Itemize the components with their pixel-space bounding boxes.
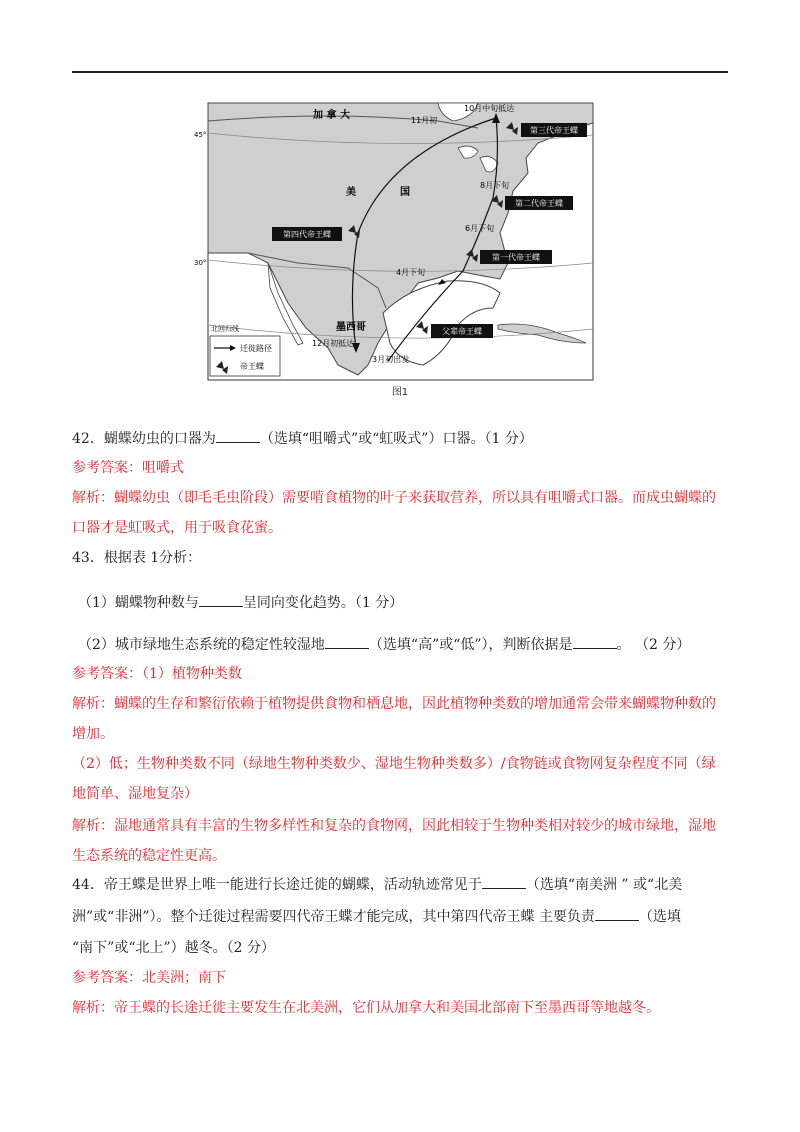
q43-sub2-blank-2[interactable] (573, 634, 617, 649)
label-mar: 3月初出发 (372, 355, 410, 364)
q42-analysis-2: 口器才是虹吸式，用于吸食花蜜。 (72, 520, 282, 536)
q44-blank-2[interactable] (595, 906, 639, 921)
label-aug: 8月下旬 (480, 181, 510, 190)
legend-route: 迁徙路径 (240, 344, 272, 353)
migration-map (194, 103, 593, 380)
q44-line-3: “南下”或“北上”）越冬。（2 分） (72, 940, 275, 956)
q43-sub2-blank-1[interactable] (325, 634, 369, 649)
q44-answer: 参考答案：北美洲；南下 (72, 970, 226, 986)
q44-analysis: 解析：帝王蝶的长途迁徙主要发生在北美洲，它们从加拿大和美国北部南下至墨西哥等地越冬。 (72, 1000, 660, 1016)
label-tropic: 北回归线 (211, 325, 239, 333)
q42-analysis-1: 解析：蝴蝶幼虫（即毛毛虫阶段）需要啃食植物的叶子来获取营养，所以具有咀嚼式口器。而成虫蝴蝶的 (72, 490, 716, 506)
label-usa-2: 国 (400, 187, 410, 198)
header-rule (72, 71, 728, 73)
q43-answer2-1: （2）低；生物种类数不同（绿地生物种类数少、湿地生物种类数多）/食物链或食物网复杂程度不同（绿 (72, 756, 716, 772)
box-gen3 (521, 123, 587, 137)
q44-line-2: 洲”或“非洲”）。整个迁徙过程需要四代帝王蝶才能完成，其中第四代帝王蝶 主要负责 （选填 (72, 906, 681, 927)
box-gen1 (480, 250, 552, 264)
svg-text:第二代帝王蝶: 第二代帝王蝶 (515, 199, 563, 208)
label-canada: 加 拿 大 (313, 110, 350, 121)
q42-question: 42．蝴蝶幼虫的口器为 （选填“咀嚼式”或“虹吸式”）口器。（1 分） (72, 428, 533, 449)
label-oct: 10月中旬抵达 (464, 104, 515, 113)
box-gen2 (505, 196, 573, 210)
box-parent (431, 324, 493, 338)
q43-analysis2-1: 解析：湿地通常具有丰富的生物多样性和复杂的食物网，因此相较于生物种类相对较少的城市绿地，湿地 (72, 818, 716, 834)
q43-sub2: （2）城市绿地生态系统的稳定性较湿地 （选填“高”或“低”），判断依据是 。 （2 分） (78, 634, 690, 655)
label-lat45: 45° (194, 131, 207, 139)
q43-title: 43．根据表 1分析： (72, 550, 202, 566)
q44-line-1: 44．帝王蝶是世界上唯一能进行长途迁徙的蝴蝶，活动轨迹常见于 （选填“南美洲 ” 或“北美 (72, 874, 682, 895)
q43-sub1-blank[interactable] (199, 592, 243, 607)
label-lat30: 30° (194, 259, 207, 267)
q44-blank-1[interactable] (482, 874, 526, 889)
svg-text:第四代帝王蝶: 第四代帝王蝶 (283, 230, 331, 239)
svg-text:第三代帝王蝶: 第三代帝王蝶 (530, 126, 578, 135)
q43-answer: 参考答案：（1）植物种类数 (72, 666, 242, 682)
label-dec: 12月初抵达 (312, 339, 355, 348)
q43-answer2-2: 地简单、湿地复杂） (72, 786, 198, 802)
q42-answer: 参考答案：咀嚼式 (72, 460, 184, 476)
figure-caption: 图1 (391, 387, 409, 398)
legend-butterfly: 帝王蝶 (240, 362, 264, 371)
box-gen4 (272, 227, 342, 241)
q43-analysis1-1: 解析：蝴蝶的生存和繁衍依赖于植物提供食物和栖息地，因此植物种类数的增加通常会带来蝴蝶物种数的 (72, 696, 716, 712)
svg-text:父辈帝王蝶: 父辈帝王蝶 (442, 327, 482, 336)
q43-analysis1-2: 增加。 (72, 726, 114, 742)
label-usa-1: 美 (346, 187, 356, 198)
svg-text:第一代帝王蝶: 第一代帝王蝶 (492, 253, 540, 262)
q42-blank[interactable] (216, 428, 260, 443)
label-mexico: 墨西哥 (336, 322, 366, 333)
label-jun: 6月下旬 (465, 224, 495, 233)
q43-analysis2-2: 生态系统的稳定性更高。 (72, 848, 226, 864)
label-nov: 11月初 (411, 116, 438, 125)
map-legend (210, 336, 280, 376)
q43-sub1: （1）蝴蝶物种数与 呈同向变化趋势。（1 分） (78, 592, 403, 613)
label-apr: 4月下旬 (396, 268, 426, 277)
